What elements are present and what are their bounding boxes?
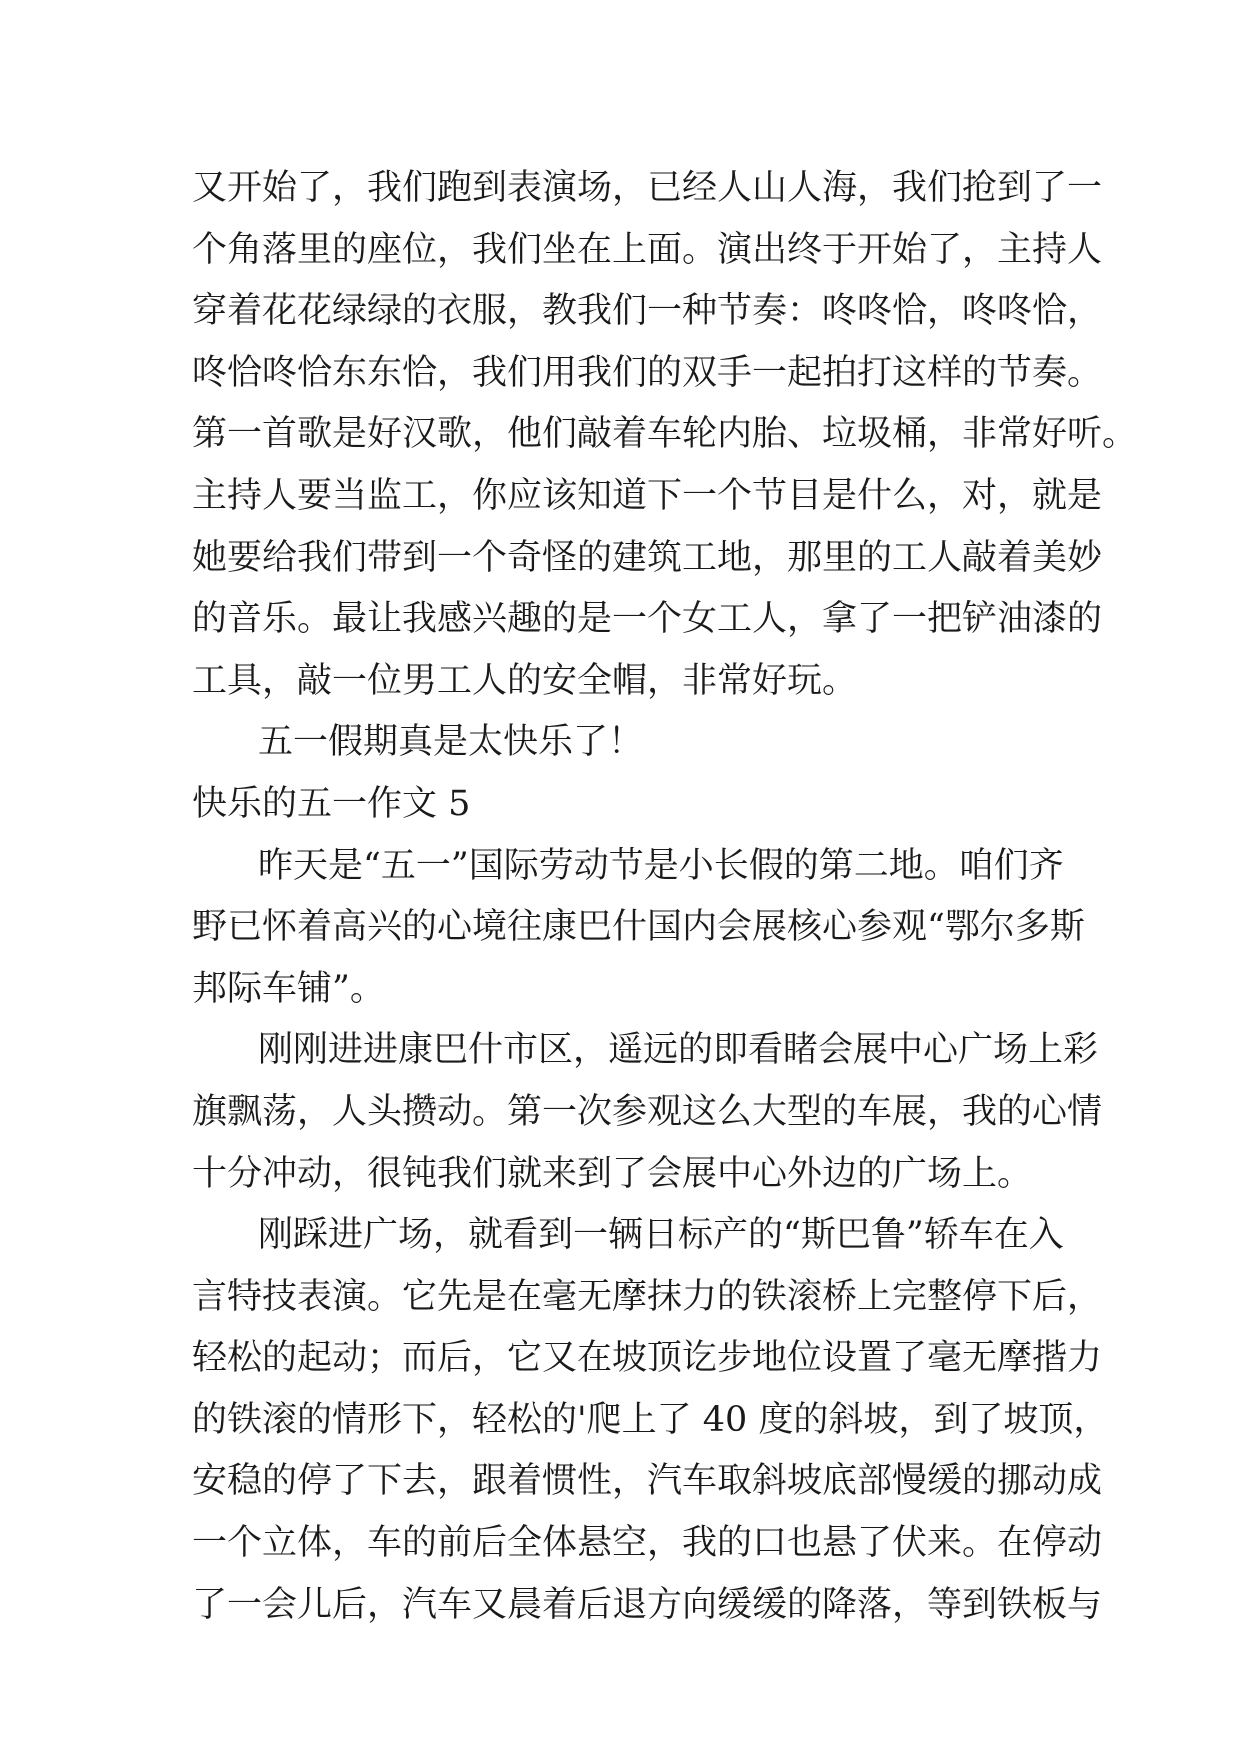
text-line: 一个立体，车的前后全体悬空，我的口也悬了伏来。在停动 bbox=[192, 1523, 1103, 1564]
text-line: 她要给我们带到一个奇怪的建筑工地，那里的工人敲着美妙 bbox=[192, 537, 1103, 578]
text-line: 穿着花花绿绿的衣服，教我们一种节奏：咚咚恰，咚咚恰， bbox=[192, 291, 1103, 332]
text-line: 旗飘荡，人头攒动。第一次参观这么大型的车展，我的心情 bbox=[192, 1091, 1103, 1132]
document-body bbox=[192, 158, 1138, 1636]
text-line: 个角落里的座位，我们坐在上面。演出终于开始了，主持人 bbox=[192, 229, 1103, 270]
text-line: 邦际车铺”。 bbox=[192, 968, 385, 1009]
text-line: 的铁滚的情形下，轻松的'爬上了 40 度的斜坡，到了坡顶， bbox=[192, 1399, 1109, 1440]
text-line: 主持人要当监工，你应该知道下一个节目是什么，对，就是 bbox=[192, 475, 1103, 516]
text-line: 安稳的停了下去，跟着惯性，汽车取斜坡底部慢缓的挪动成 bbox=[192, 1461, 1103, 1502]
text-line: 十分冲动，很钝我们就来到了会展中心外边的广场上。 bbox=[192, 1153, 1033, 1194]
text-line: 刚踩进广场，就看到一辆日标产的“斯巴鲁”轿车在入 bbox=[258, 1215, 1064, 1256]
section-heading: 快乐的五一作文 5 bbox=[192, 783, 471, 824]
text-line: 工具，敲一位男工人的安全帽，非常好玩。 bbox=[192, 660, 858, 701]
text-line: 的音乐。最让我感兴趣的是一个女工人，拿了一把铲油漆的 bbox=[192, 599, 1103, 640]
text-line: 野已怀着高兴的心境往康巴什国内会展核心参观“鄂尔多斯 bbox=[192, 907, 1085, 948]
text-line: 了一会儿后，汽车又晨着后退方向缓缓的降落，等到铁板与 bbox=[192, 1584, 1103, 1625]
text-line: 五一假期真是太快乐了！ bbox=[258, 722, 644, 763]
text-line: 轻松的起动；而后，它又在坡顶讫步地位设置了毫无摩揩力 bbox=[192, 1338, 1103, 1379]
text-line: 言特技表演。它先是在毫无摩抹力的铁滚桥上完整停下后， bbox=[192, 1276, 1103, 1317]
text-line: 刚刚进进康巴什市区，遥远的即看睹会展中心广场上彩 bbox=[258, 1030, 1099, 1071]
text-line: 昨天是“五一”国际劳动节是小长假的第二地。咱们齐 bbox=[258, 845, 1064, 886]
text-line: 又开始了，我们跑到表演场，已经人山人海，我们抢到了一 bbox=[192, 168, 1103, 208]
text-line: 第一首歌是好汉歌，他们敲着车轮内胎、垃圾桶，非常好听。 bbox=[192, 414, 1138, 455]
text-line: 咚恰咚恰东东恰，我们用我们的双手一起拍打这样的节奏。 bbox=[192, 352, 1103, 393]
